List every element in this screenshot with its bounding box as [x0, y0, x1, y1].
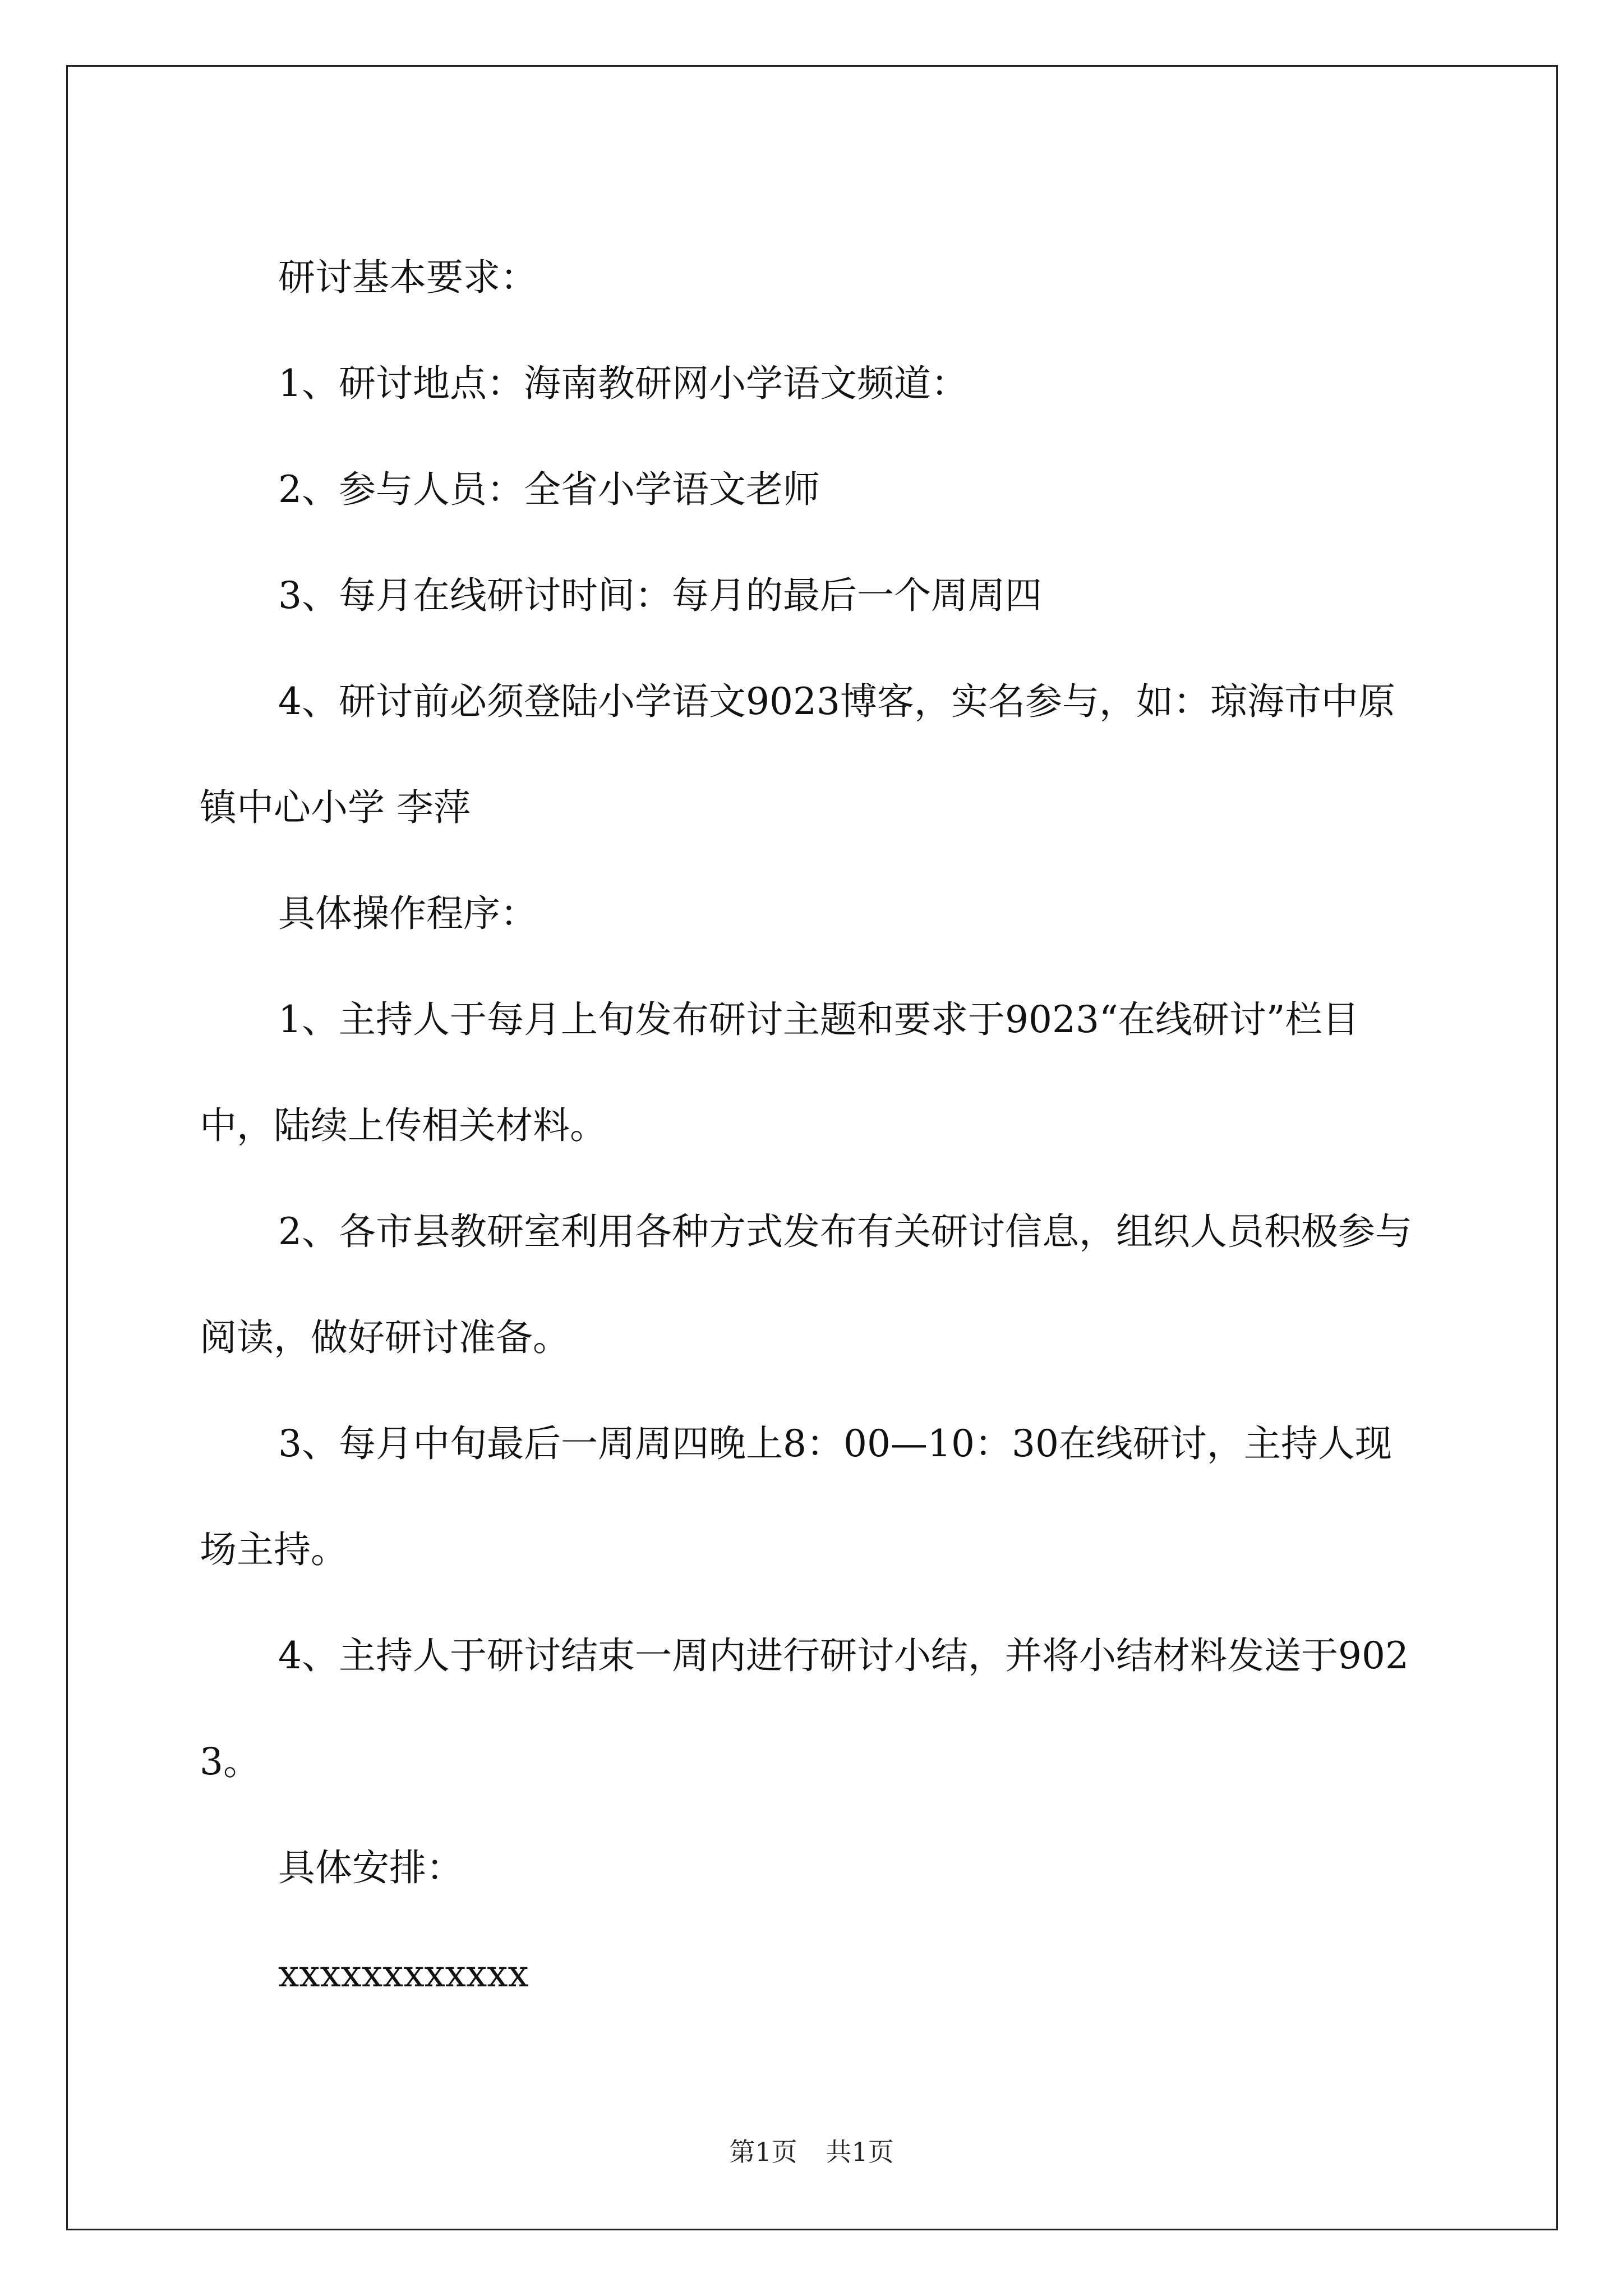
document-body: [200, 224, 1426, 2027]
page-total: 共1页: [826, 2137, 894, 2167]
requirement-time: 3、每月在线研讨时间：每月的最后一个周周四: [278, 574, 1042, 617]
arrangement-placeholder: xxxxxxxxxxxx: [278, 1952, 529, 1995]
section-heading-arrangement: 具体安排：: [278, 1846, 463, 1889]
requirement-login: 4、研讨前必须登陆小学语文9023博客，实名参与，如：琼海市中原镇中心小学 李萍: [200, 680, 1395, 829]
procedure-step-4: 4、主持人于研讨结束一周内进行研讨小结，并将小结材料发送于9023。: [200, 1634, 1409, 1783]
requirement-participants: 2、参与人员：全省小学语文老师: [278, 468, 820, 511]
page-footer: [0, 2132, 1623, 2169]
section-heading-procedure: 具体操作程序：: [278, 892, 537, 935]
section-heading-requirements: 研讨基本要求：: [278, 256, 537, 299]
requirement-location: 1、研讨地点：海南教研网小学语文频道：: [278, 362, 968, 405]
page-number: 第1页: [729, 2137, 797, 2167]
procedure-step-1: 1、主持人于每月上旬发布研讨主题和要求于9023“在线研讨”栏目中，陆续上传相关材料。: [200, 998, 1359, 1147]
procedure-step-3: 3、每月中旬最后一周周四晚上8：00—10：30在线研讨，主持人现场主持。: [200, 1422, 1392, 1571]
procedure-step-2: 2、各市县教研室利用各种方式发布有关研讨信息，组织人员积极参与阅读，做好研讨准备。: [200, 1210, 1412, 1359]
